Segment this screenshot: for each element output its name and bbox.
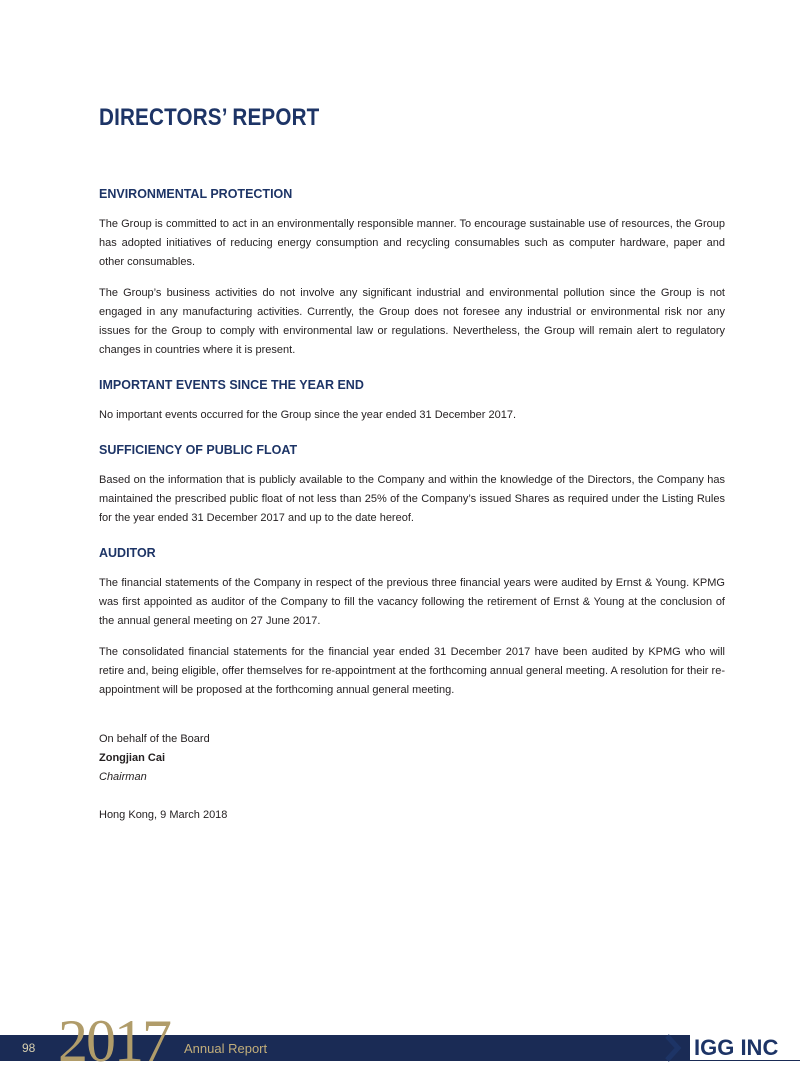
signoff-block — [99, 730, 725, 825]
section-environmental-protection — [99, 185, 725, 360]
paragraph: No important events occurred for the Group since the year ended 31 December 2017. — [99, 409, 517, 421]
year-mark: 2017 — [58, 1008, 170, 1074]
page-number: 98 — [22, 1041, 36, 1055]
section-public-float — [99, 441, 725, 528]
section-important-events — [99, 376, 725, 425]
paragraph: The Group’s business activities do not involve any significant industrial and environmental pollution since the Group is not engaged in any manufacturing activities. Currently, the Group does not foresee any industrial or environmental risk nor any issues for the Group to comply with environmental law or regulations. Nevertheless, the Group will remain alert to regulatory changes in countries where it is present. — [99, 287, 725, 356]
paragraph: The consolidated financial statements for the financial year ended 31 December 2017 have been audited by KPMG who will retire and, being eligible, offer themselves for re-appointment at the forthcoming annual general meeting. A resolution for their re-appointment will be proposed at the forthcoming annual general meeting. — [99, 646, 725, 696]
report-label: Annual Report — [184, 1041, 268, 1056]
report-body — [99, 185, 725, 825]
section-heading: ENVIRONMENTAL PROTECTION — [99, 187, 293, 201]
paragraph: Based on the information that is publicly available to the Company and within the knowledge of the Directors, the Company has maintained the prescribed public float of not less than 25% of the Company’s issued Shares as required under the Listing Rules for the year ended 31 December 2017 and up to the date hereof. — [99, 474, 725, 524]
chevron-right-icon — [662, 1033, 684, 1063]
paragraph: The financial statements of the Company in respect of the previous three financial years were audited by Ernst & Young. KPMG was first appointed as auditor of the Company to fill the vacancy following the retirement of Ernst & Young at the conclusion of the annual general meeting on 27 June 2017. — [99, 577, 725, 627]
section-auditor — [99, 544, 725, 700]
signatory-name: Zongjian Cai — [99, 752, 165, 764]
signatory-title: Chairman — [99, 771, 147, 783]
place-date: Hong Kong, 9 March 2018 — [99, 809, 228, 821]
on-behalf-text: On behalf of the Board — [99, 733, 210, 745]
paragraph: The Group is committed to act in an environmentally responsible manner. To encourage sustainable use of resources, the Group has adopted initiatives of reducing energy consumption and recycling consumables such as computer hardware, paper and other consumables. — [99, 218, 725, 268]
section-heading: SUFFICIENCY OF PUBLIC FLOAT — [99, 443, 298, 457]
section-heading: AUDITOR — [99, 546, 156, 560]
section-heading: IMPORTANT EVENTS SINCE THE YEAR END — [99, 378, 364, 392]
page-title: DIRECTORS’ REPORT — [99, 104, 320, 131]
brand-logo: IGG INC — [690, 1034, 800, 1060]
